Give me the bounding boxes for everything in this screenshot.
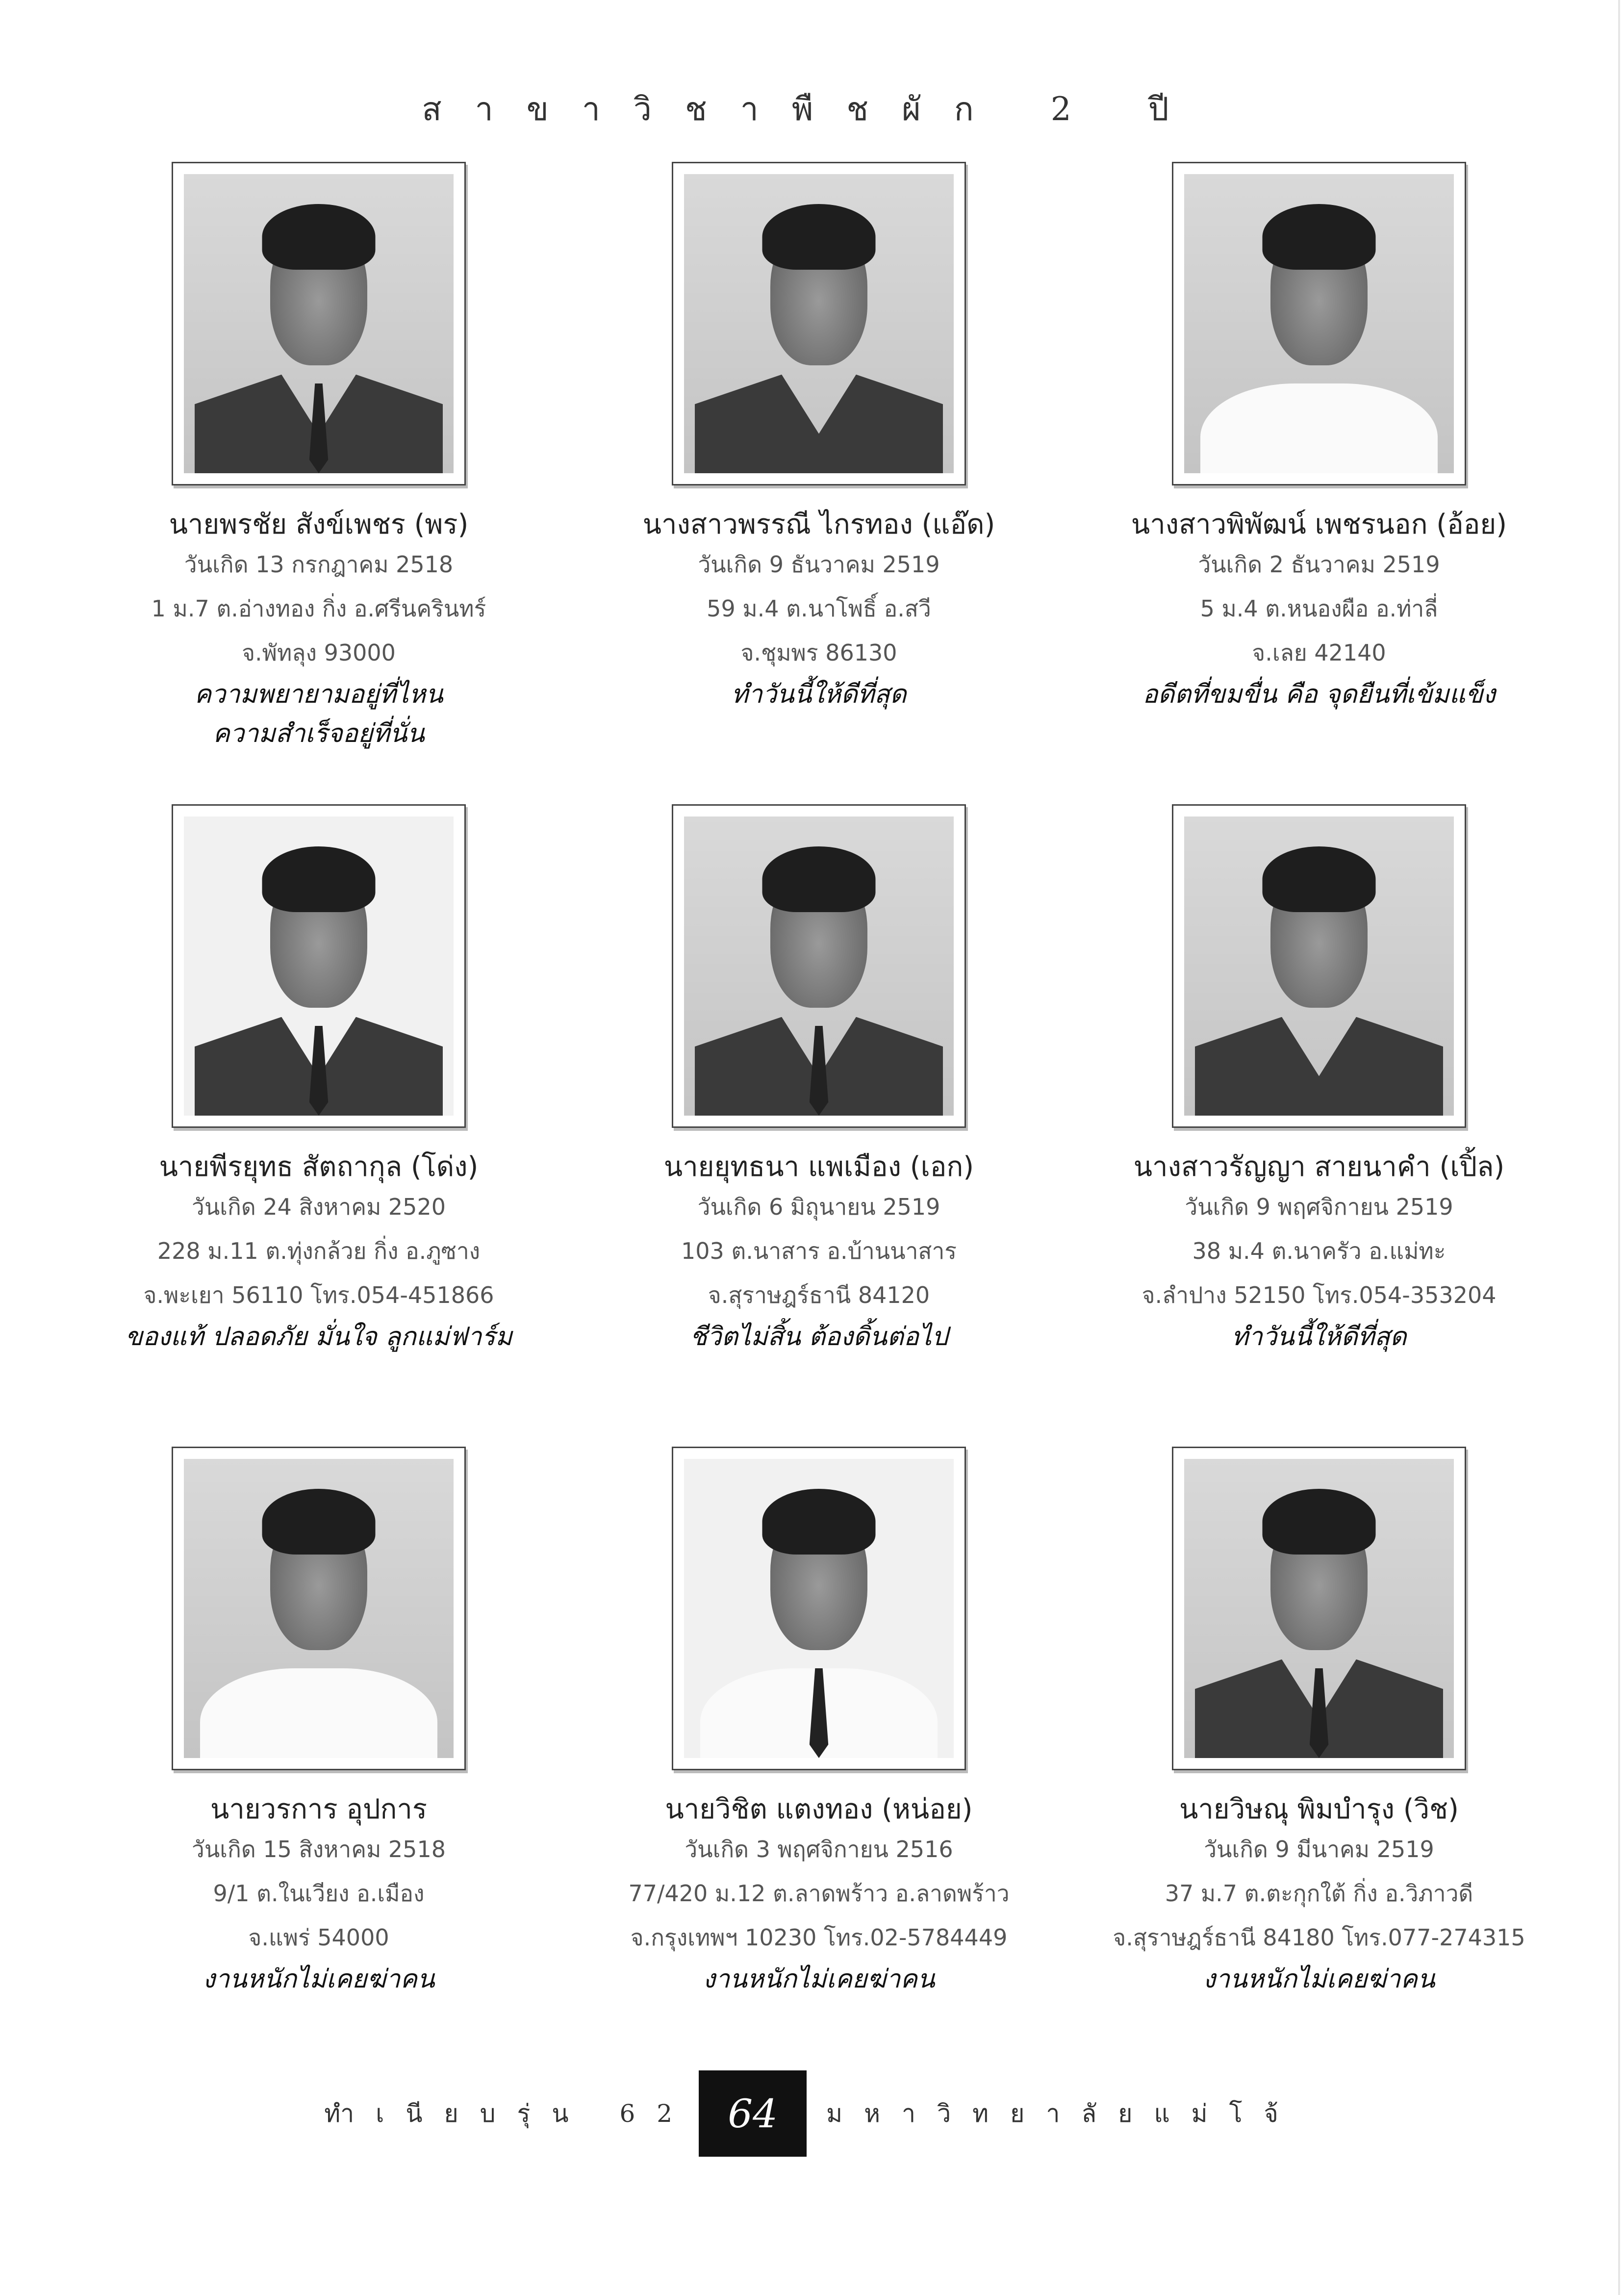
page-title: สาขาวิชาพืชผัก 2 ปี <box>422 90 1202 128</box>
student-birthdate: วันเกิด 24 สิงหาคม 2520 <box>192 1194 446 1220</box>
portrait-image <box>184 1459 454 1758</box>
student-card <box>69 162 569 804</box>
student-birthdate: วันเกิด 13 กรกฎาคม 2518 <box>184 551 454 578</box>
student-photo <box>672 162 966 485</box>
student-motto: ทำวันนี้ให้ดีที่สุด <box>1231 1322 1407 1352</box>
portrait-image <box>1184 1459 1454 1758</box>
student-card <box>569 1447 1069 2084</box>
student-name: นางสาวรัญญา สายนาคำ (เปิ้ล) <box>1133 1151 1505 1183</box>
student-address: 228 ม.11 ต.ทุ่งกล้วย กิ่ง อ.ภูซาง <box>157 1238 481 1264</box>
student-name: นายวรการ อุปการ <box>210 1793 427 1825</box>
portrait-image <box>684 1459 954 1758</box>
student-photo <box>172 1447 466 1770</box>
portrait-image <box>684 174 954 473</box>
student-photo <box>172 162 466 485</box>
student-motto: ของแท้ ปลอดภัย มั่นใจ ลูกแม่ฟาร์ม <box>125 1322 512 1352</box>
student-address: 103 ต.นาสาร อ.บ้านนาสาร <box>681 1238 957 1264</box>
student-birthdate: วันเกิด 6 มิถุนายน 2519 <box>697 1194 940 1220</box>
yearbook-title: ทำเนียบรุ่น 62 <box>324 2099 694 2128</box>
student-birthdate: วันเกิด 9 ธันวาคม 2519 <box>698 551 940 578</box>
student-photo <box>172 804 466 1128</box>
student-birthdate: วันเกิด 2 ธันวาคม 2519 <box>1198 551 1440 578</box>
student-address: 1 ม.7 ต.อ่างทอง กิ่ง อ.ศรีนครินทร์ <box>151 595 486 622</box>
student-name: นางสาวพรรณี ไกรทอง (แอ๊ด) <box>642 509 995 540</box>
student-motto: ชีวิตไม่สิ้น ต้องดิ้นต่อไป <box>689 1322 948 1352</box>
student-card <box>1069 804 1569 1447</box>
student-birthdate: วันเกิด 3 พฤศจิกายน 2516 <box>685 1836 953 1862</box>
student-card <box>569 162 1069 804</box>
student-motto-line2: ความสำเร็จอยู่ที่นั่น <box>213 719 425 748</box>
student-card <box>1069 162 1569 804</box>
student-address: 9/1 ต.ในเวียง อ.เมือง <box>213 1880 425 1907</box>
scan-edge <box>1618 0 1620 2295</box>
student-card <box>69 1447 569 2084</box>
student-card <box>569 804 1069 1447</box>
student-birthdate: วันเกิด 9 พฤศจิกายน 2519 <box>1185 1194 1453 1220</box>
student-birthdate: วันเกิด 15 สิงหาคม 2518 <box>192 1836 446 1862</box>
student-address: 5 ม.4 ต.หนองผือ อ.ท่าลี่ <box>1200 595 1438 622</box>
student-province: จ.พะเยา 56110 โทร.054-451866 <box>143 1282 494 1308</box>
student-photo <box>672 804 966 1128</box>
student-photo <box>1172 162 1466 485</box>
student-motto: ทำวันนี้ให้ดีที่สุด <box>731 680 907 709</box>
student-photo <box>672 1447 966 1770</box>
student-province: จ.กรุงเทพฯ 10230 โทร.02-5784449 <box>630 1924 1008 1951</box>
portrait-image <box>184 816 454 1116</box>
university-name: มหาวิทยาลัยแม่โจ้ <box>826 2099 1300 2128</box>
student-province: จ.ลำปาง 52150 โทร.054-353204 <box>1142 1282 1497 1308</box>
student-name: นางสาวพิพัฒน์ เพชรนอก (อ้อย) <box>1131 509 1507 540</box>
student-photo <box>1172 804 1466 1128</box>
student-card <box>69 804 569 1447</box>
student-province: จ.พัทลุง 93000 <box>242 639 396 666</box>
student-grid <box>69 162 1555 2084</box>
student-province: จ.แพร่ 54000 <box>248 1924 389 1951</box>
student-card <box>1069 1447 1569 2084</box>
student-name: นายวิษณุ พิมบำรุง (วิช) <box>1179 1793 1459 1825</box>
student-address: 37 ม.7 ต.ตะกุกใต้ กิ่ง อ.วิภาวดี <box>1165 1880 1473 1907</box>
student-address: 38 ม.4 ต.นาครัว อ.แม่ทะ <box>1192 1238 1446 1264</box>
portrait-image <box>184 174 454 473</box>
student-motto: งานหนักไม่เคยฆ่าคน <box>703 1964 935 1994</box>
student-province: จ.สุราษฎร์ธานี 84120 <box>708 1282 930 1308</box>
page-footer <box>0 2069 1624 2158</box>
student-province: จ.ชุมพร 86130 <box>740 639 897 666</box>
student-motto: งานหนักไม่เคยฆ่าคน <box>203 1964 435 1994</box>
student-birthdate: วันเกิด 9 มีนาคม 2519 <box>1204 1836 1434 1862</box>
student-photo <box>1172 1447 1466 1770</box>
student-motto: อดีตที่ขมขื่น คือ จุดยืนที่เข้มแข็ง <box>1142 680 1496 709</box>
student-name: นายวิชิต แตงทอง (หน่อย) <box>665 1793 973 1825</box>
student-motto: ความพยายามอยู่ที่ไหน <box>194 680 443 709</box>
student-address: 59 ม.4 ต.นาโพธิ์ อ.สวี <box>707 595 931 622</box>
student-name: นายพรชัย สังข์เพชร (พร) <box>169 509 469 540</box>
student-province: จ.เลย 42140 <box>1252 639 1386 666</box>
page-number: 64 <box>699 2070 807 2157</box>
portrait-image <box>684 816 954 1116</box>
student-province: จ.สุราษฎร์ธานี 84180 โทร.077-274315 <box>1113 1924 1525 1951</box>
portrait-image <box>1184 816 1454 1116</box>
student-name: นายพีรยุทธ สัตถากุล (โด่ง) <box>159 1151 479 1183</box>
portrait-image <box>1184 174 1454 473</box>
student-name: นายยุทธนา แพเมือง (เอก) <box>663 1151 974 1183</box>
student-address: 77/420 ม.12 ต.ลาดพร้าว อ.ลาดพร้าว <box>628 1880 1010 1907</box>
student-motto: งานหนักไม่เคยฆ่าคน <box>1203 1964 1435 1994</box>
